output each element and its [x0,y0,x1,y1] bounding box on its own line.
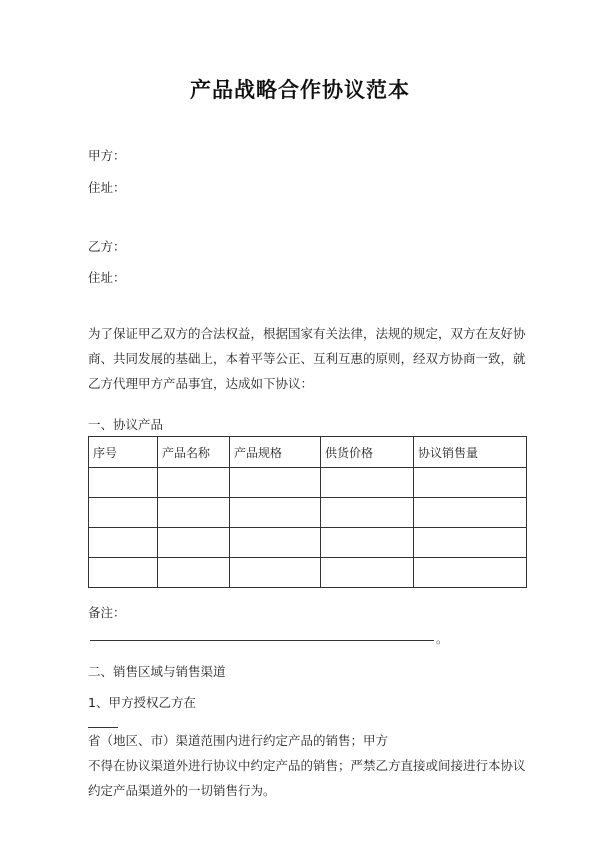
table-cell[interactable] [321,498,414,528]
section-1-heading: 一、协议产品 [88,417,164,432]
remarks-underline[interactable] [90,640,434,641]
table-cell[interactable] [321,468,414,498]
table-cell[interactable] [89,528,158,558]
intro-line-3: 乙方代理甲方产品事宜，达成如下协议： [88,376,314,391]
party-a-address-label: 住址： [88,180,126,195]
table-cell[interactable] [158,498,230,528]
table-header-row [89,437,527,468]
intro-line-1: 为了保证甲乙双方的合法权益，根据国家有关法律，法规的规定，双方在友好协 [88,326,526,341]
remarks-period: 。 [436,632,449,646]
clause-1-line-1: 1、甲方授权乙方在 省（地区、市）渠道范围内进行约定产品的销售；甲方 [88,695,389,748]
table-cell[interactable] [89,558,158,588]
clause-1-line-2: 不得在协议渠道外进行协议中约定产品的销售；严禁乙方直接或间接进行本协议 [88,758,526,773]
intro-paragraph [88,321,526,396]
section-2-heading: 二、销售区域与销售渠道 [88,664,226,679]
table-cell[interactable] [414,468,527,498]
table-cell[interactable] [414,528,527,558]
intro-line-2: 商、共同发展的基础上，本着平等公正、互利互惠的原则，经双方协商一致，就 [88,351,526,366]
table-row [89,498,527,528]
clause-1-line-3: 约定产品渠道外的一切销售行为。 [88,783,276,798]
clause-1-paragraph [88,690,526,803]
table-cell[interactable] [89,498,158,528]
table-cell[interactable] [230,468,321,498]
products-table [88,436,527,588]
province-blank[interactable] [88,715,118,728]
table-cell[interactable] [321,528,414,558]
table-cell[interactable] [158,468,230,498]
header-supply-price: 供货价格 [321,437,414,468]
table-cell[interactable] [158,528,230,558]
table-row [89,528,527,558]
table-row [89,468,527,498]
table-cell[interactable] [230,498,321,528]
table-cell[interactable] [158,558,230,588]
table-cell[interactable] [230,558,321,588]
remarks-label: 备注： [88,605,126,620]
document-title: 产品战略合作协议范本 [190,77,410,102]
party-a-label: 甲方： [88,148,126,163]
table-cell[interactable] [230,528,321,558]
party-b-address-label: 住址： [88,270,126,285]
table-cell[interactable] [414,558,527,588]
table-cell[interactable] [414,498,527,528]
table-cell[interactable] [89,468,158,498]
header-index: 序号 [89,437,158,468]
party-b-label: 乙方： [88,239,126,254]
table-cell[interactable] [321,558,414,588]
header-product-spec: 产品规格 [230,437,321,468]
header-sales-volume: 协议销售量 [414,437,527,468]
header-product-name: 产品名称 [158,437,230,468]
table-row [89,558,527,588]
